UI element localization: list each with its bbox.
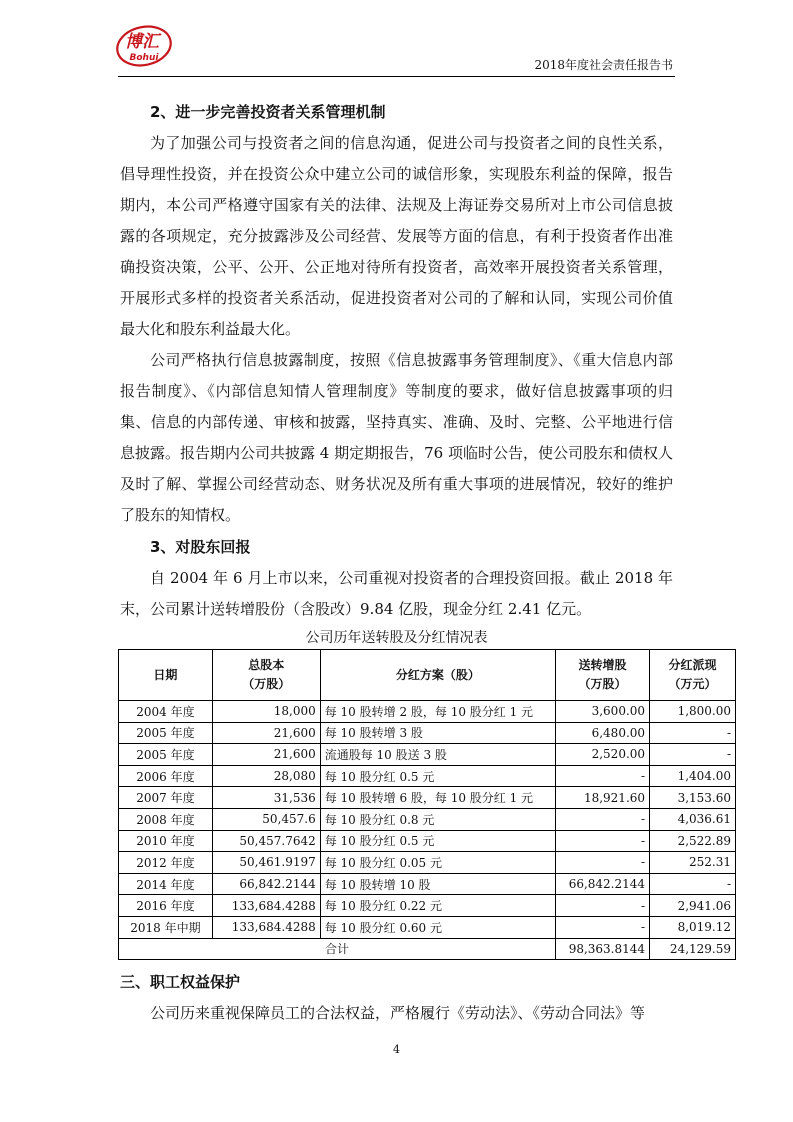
row-bonus-shares: 2,520.00	[556, 744, 650, 766]
report-title: 2018年度社会责任报告书	[534, 58, 673, 72]
investor-relations-paragraph-1: 为了加强公司与投资者之间的信息沟通，促进公司与投资者之间的良性关系，倡导理性投资，并在投资公众中建立公司的诚信形象，实现股东利益的保障，报告期内，本公司严格遵守国家有关的法律、法规及上海证券交易所对上市公司信息披露的各项规定，充分披露涉及公司经营、发展等方面的信息，有利于投资者作出准确投资决策，公平、公开、公正地对待所有投资者，高效率开展投资者关系管理，开展形式多样的投资者关系活动，促进投资者对公司的了解和认同，实现公司价值最大化和股东利益最大化。	[120, 134, 673, 338]
header-date: 日期	[119, 650, 213, 701]
header-plan: 分红方案（股）	[320, 650, 555, 701]
row-cash: -	[650, 722, 736, 744]
header-bonus-shares: 送转增股 （万股）	[556, 650, 650, 701]
row-cash: 8,019.12	[650, 916, 736, 938]
row-bonus-shares: -	[556, 895, 650, 917]
page-content	[120, 96, 731, 1029]
row-date: 2008 年度	[119, 808, 213, 830]
row-plan: 每 10 股转增 3 股	[320, 722, 555, 744]
svg-text:博汇: 博汇	[125, 32, 159, 52]
row-total-shares: 21,600	[212, 744, 320, 766]
row-date: 2004 年度	[119, 701, 213, 723]
row-cash: -	[650, 873, 736, 895]
row-plan: 每 10 股转增 6 股，每 10 股分红 1 元	[320, 787, 555, 809]
row-cash: 2,941.06	[650, 895, 736, 917]
table-total-row	[119, 938, 736, 960]
row-total-shares: 50,457.6	[212, 808, 320, 830]
row-plan: 每 10 股转增 2 股，每 10 股分红 1 元	[320, 701, 555, 723]
row-total-shares: 18,000	[212, 701, 320, 723]
row-total-shares: 21,600	[212, 722, 320, 744]
total-label: 合计	[119, 938, 556, 960]
table-row	[119, 744, 736, 766]
row-bonus-shares: 66,842.2144	[556, 873, 650, 895]
row-plan: 每 10 股分红 0.8 元	[320, 808, 555, 830]
row-bonus-shares: 18,921.60	[556, 787, 650, 809]
header-cash: 分红派现 （万元）	[650, 650, 736, 701]
row-bonus-shares: 6,480.00	[556, 722, 650, 744]
svg-text:Bohui: Bohui	[129, 53, 159, 63]
row-cash: 2,522.89	[650, 830, 736, 852]
row-date: 2012 年度	[119, 852, 213, 874]
table-row	[119, 830, 736, 852]
row-plan: 每 10 股分红 0.5 元	[320, 765, 555, 787]
row-date: 2006 年度	[119, 765, 213, 787]
row-plan: 每 10 股分红 0.22 元	[320, 895, 555, 917]
row-cash: 1,800.00	[650, 701, 736, 723]
total-bonus-shares: 98,363.8144	[556, 938, 650, 960]
row-plan: 流通股每 10 股送 3 股	[320, 744, 555, 766]
row-total-shares: 31,536	[212, 787, 320, 809]
table-row	[119, 873, 736, 895]
table-row	[119, 701, 736, 723]
row-plan: 每 10 股分红 0.05 元	[320, 852, 555, 874]
row-date: 2007 年度	[119, 787, 213, 809]
header-total-shares: 总股本 （万股）	[212, 650, 320, 701]
row-cash: 4,036.61	[650, 808, 736, 830]
table-caption: 公司历年送转股及分红情况表	[305, 630, 488, 646]
row-cash: 3,153.60	[650, 787, 736, 809]
row-plan: 每 10 股分红 0.60 元	[320, 916, 555, 938]
row-date: 2010 年度	[119, 830, 213, 852]
row-date: 2005 年度	[119, 744, 213, 766]
employee-rights-paragraph: 公司历来重视保障员工的合法权益，严格履行《劳动法》、《劳动合同法》等	[150, 1004, 646, 1023]
row-date: 2005 年度	[119, 722, 213, 744]
row-bonus-shares: 3,600.00	[556, 701, 650, 723]
row-bonus-shares: -	[556, 852, 650, 874]
row-bonus-shares: -	[556, 765, 650, 787]
row-plan: 每 10 股分红 0.5 元	[320, 830, 555, 852]
row-cash: 1,404.00	[650, 765, 736, 787]
row-cash: -	[650, 744, 736, 766]
page-number: 4	[393, 1043, 400, 1056]
row-plan: 每 10 股转增 10 股	[320, 873, 555, 895]
employee-rights-heading: 三、职工权益保护	[120, 973, 241, 992]
investor-relations-heading: 2、进一步完善投资者关系管理机制	[150, 103, 386, 121]
header-divider	[118, 76, 675, 77]
row-bonus-shares: -	[556, 830, 650, 852]
row-bonus-shares: -	[556, 808, 650, 830]
table-row	[119, 895, 736, 917]
row-total-shares: 66,842.2144	[212, 873, 320, 895]
row-total-shares: 50,457.7642	[212, 830, 320, 852]
table-row	[119, 765, 736, 787]
row-total-shares: 28,080	[212, 765, 320, 787]
table-row	[119, 722, 736, 744]
shareholder-return-paragraph: 自 2004 年 6 月上市以来，公司重视对投资者的合理投资回报。截止 2018 年末，公司累计送转增股份（含股改）9.84 亿股，现金分红 2.41 亿元。	[120, 569, 673, 618]
row-cash: 252.31	[650, 852, 736, 874]
table-row	[119, 787, 736, 809]
investor-relations-paragraph-2: 公司严格执行信息披露制度，按照《信息披露事务管理制度》、《重大信息内部报告制度》、《内部信息知情人管理制度》等制度的要求，做好信息披露事项的归集、信息的内部传递、审核和披露，坚持真实、准确、及时、完整、公平地进行信息披露。报告期内公司共披露 4 期定期报告，76 项临时公告，使公司股东和债权人及时了解、掌握公司经营动态、财务状况及所有重大事项的进展情况，较好的维护了股东的知情权。	[120, 351, 673, 524]
dividend-table	[118, 649, 736, 960]
row-total-shares: 133,684.4288	[212, 895, 320, 917]
table-row	[119, 916, 736, 938]
shareholder-return-heading: 3、对股东回报	[150, 538, 251, 556]
table-header-row	[119, 650, 736, 701]
row-bonus-shares: -	[556, 916, 650, 938]
row-date: 2014 年度	[119, 873, 213, 895]
table-row	[119, 808, 736, 830]
row-date: 2016 年度	[119, 895, 213, 917]
row-total-shares: 133,684.4288	[212, 916, 320, 938]
total-cash: 24,129.59	[650, 938, 736, 960]
bohui-logo	[112, 22, 174, 70]
table-row	[119, 852, 736, 874]
row-total-shares: 50,461.9197	[212, 852, 320, 874]
row-date: 2018 年中期	[119, 916, 213, 938]
